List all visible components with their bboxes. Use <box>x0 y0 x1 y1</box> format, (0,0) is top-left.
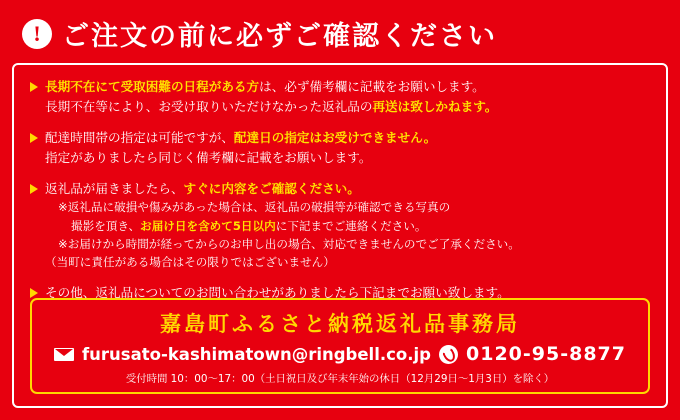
contact-box <box>30 298 650 394</box>
note-plain: 返礼品が届きましたら、 <box>45 180 184 196</box>
contact-details <box>42 343 638 365</box>
note-plain: ※返礼品に破損や傷みがあった場合は、返礼品の破損等が確認できる写真の <box>58 200 451 215</box>
organization-name: 嘉島町ふるさと納税返礼品事務局 <box>160 312 520 336</box>
phone-icon <box>439 345 458 364</box>
triangle-bullet-icon <box>30 288 38 298</box>
list-item <box>28 128 652 168</box>
note-highlight: お届け日を含めて5日以内 <box>140 218 276 233</box>
notes-list <box>28 77 652 303</box>
page-title: ご注文の前に必ずご確認ください <box>62 21 497 52</box>
note-plain: その他、返礼品についてのお問い合わせがありましたら下記までお願い致します。 <box>45 284 510 300</box>
note-highlight: 配達日の指定はお受けできません。 <box>233 129 437 145</box>
note-plain: は、必ず備考欄に記載をお願いします。 <box>259 79 485 94</box>
notice-panel <box>12 63 668 408</box>
note-text <box>45 179 520 272</box>
triangle-bullet-icon <box>30 184 38 194</box>
note-plain: 配達時間帯の指定は可能ですが、 <box>45 129 234 145</box>
contact-email[interactable]: furusato-kashimatown@ringbell.co.jp <box>82 344 431 364</box>
note-plain: 指定がありましたら同じく備考欄に記載をお願いします。 <box>45 149 372 165</box>
page-header <box>0 0 680 63</box>
list-item <box>28 179 652 272</box>
note-plain: 撮影を頂き、 <box>71 218 141 233</box>
note-text <box>45 77 497 117</box>
list-item <box>28 77 652 117</box>
business-hours: 受付時間 10：00～17：00（土日祝日及び年末年始の休日（12月29日～1月3日）を除く） <box>125 373 555 385</box>
note-highlight: すぐに内容をご確認ください。 <box>183 180 360 196</box>
note-plain: 長期不在等により、お受け取りいただけなかった返礼品の <box>45 98 373 114</box>
note-highlight: 長期不在にて受取困難の日程がある方 <box>45 79 260 94</box>
note-text <box>45 128 436 168</box>
note-highlight: 再送は致しかねます。 <box>372 98 498 114</box>
triangle-bullet-icon <box>30 133 38 143</box>
triangle-bullet-icon <box>30 82 38 92</box>
note-plain: （当町に責任がある場合はその限りではございません） <box>45 255 335 270</box>
exclamation-icon: ! <box>22 19 52 49</box>
contact-phone[interactable]: 0120-95-8877 <box>466 343 626 365</box>
note-plain: に下記までご連絡ください。 <box>275 218 427 233</box>
envelope-icon <box>54 348 74 361</box>
note-plain: ※お届けから時間が経ってからのお申し出の場合、対応できませんのでご了承ください。 <box>58 237 520 252</box>
